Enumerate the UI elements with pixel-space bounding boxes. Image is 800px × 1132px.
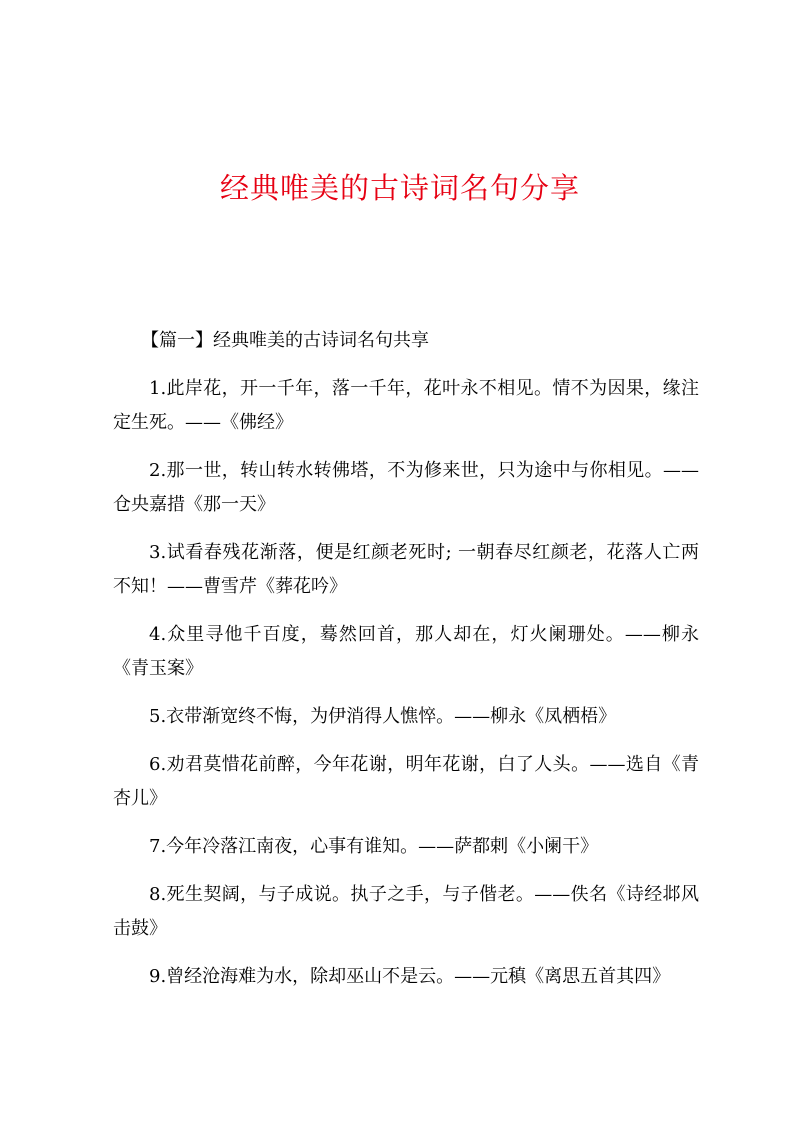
list-item: 5.衣带渐宽终不悔，为伊消得人憔悴。——柳永《凤栖梧》 xyxy=(149,706,617,727)
list-item: 3.试看春残花渐落，便是红颜老死时; 一朝春尽红颜老，花落人亡两不知！——曹雪芹《葬花吟》 xyxy=(113,542,699,597)
list-item: 6.劝君莫惜花前醉，今年花谢，明年花谢，白了人头。——选自《青杏儿》 xyxy=(113,754,699,809)
list-item: 7.今年冷落江南夜，心事有谁知。——萨都剌《小阑干》 xyxy=(149,836,599,857)
section-heading: 【篇一】经典唯美的古诗词名句共享 xyxy=(141,330,429,351)
document-body xyxy=(113,324,699,1008)
list-item: 2.那一世，转山转水转佛塔，不为修来世，只为途中与你相见。——仓央嘉措《那一天》 xyxy=(113,460,699,515)
list-item: 9.曾经沧海难为水，除却巫山不是云。——元稹《离思五首其四》 xyxy=(149,966,671,987)
list-item: 1.此岸花，开一千年，落一千年，花叶永不相见。情不为因果，缘注定生死。——《佛经》 xyxy=(113,378,699,433)
list-item: 4.众里寻他千百度，蓦然回首，那人却在，灯火阑珊处。——柳永《青玉案》 xyxy=(113,624,699,679)
page-title: 经典唯美的古诗词名句分享 xyxy=(219,171,580,205)
list-item: 8.死生契阔，与子成说。执子之手，与子偕老。——佚名《诗经邶风击鼓》 xyxy=(113,884,699,939)
